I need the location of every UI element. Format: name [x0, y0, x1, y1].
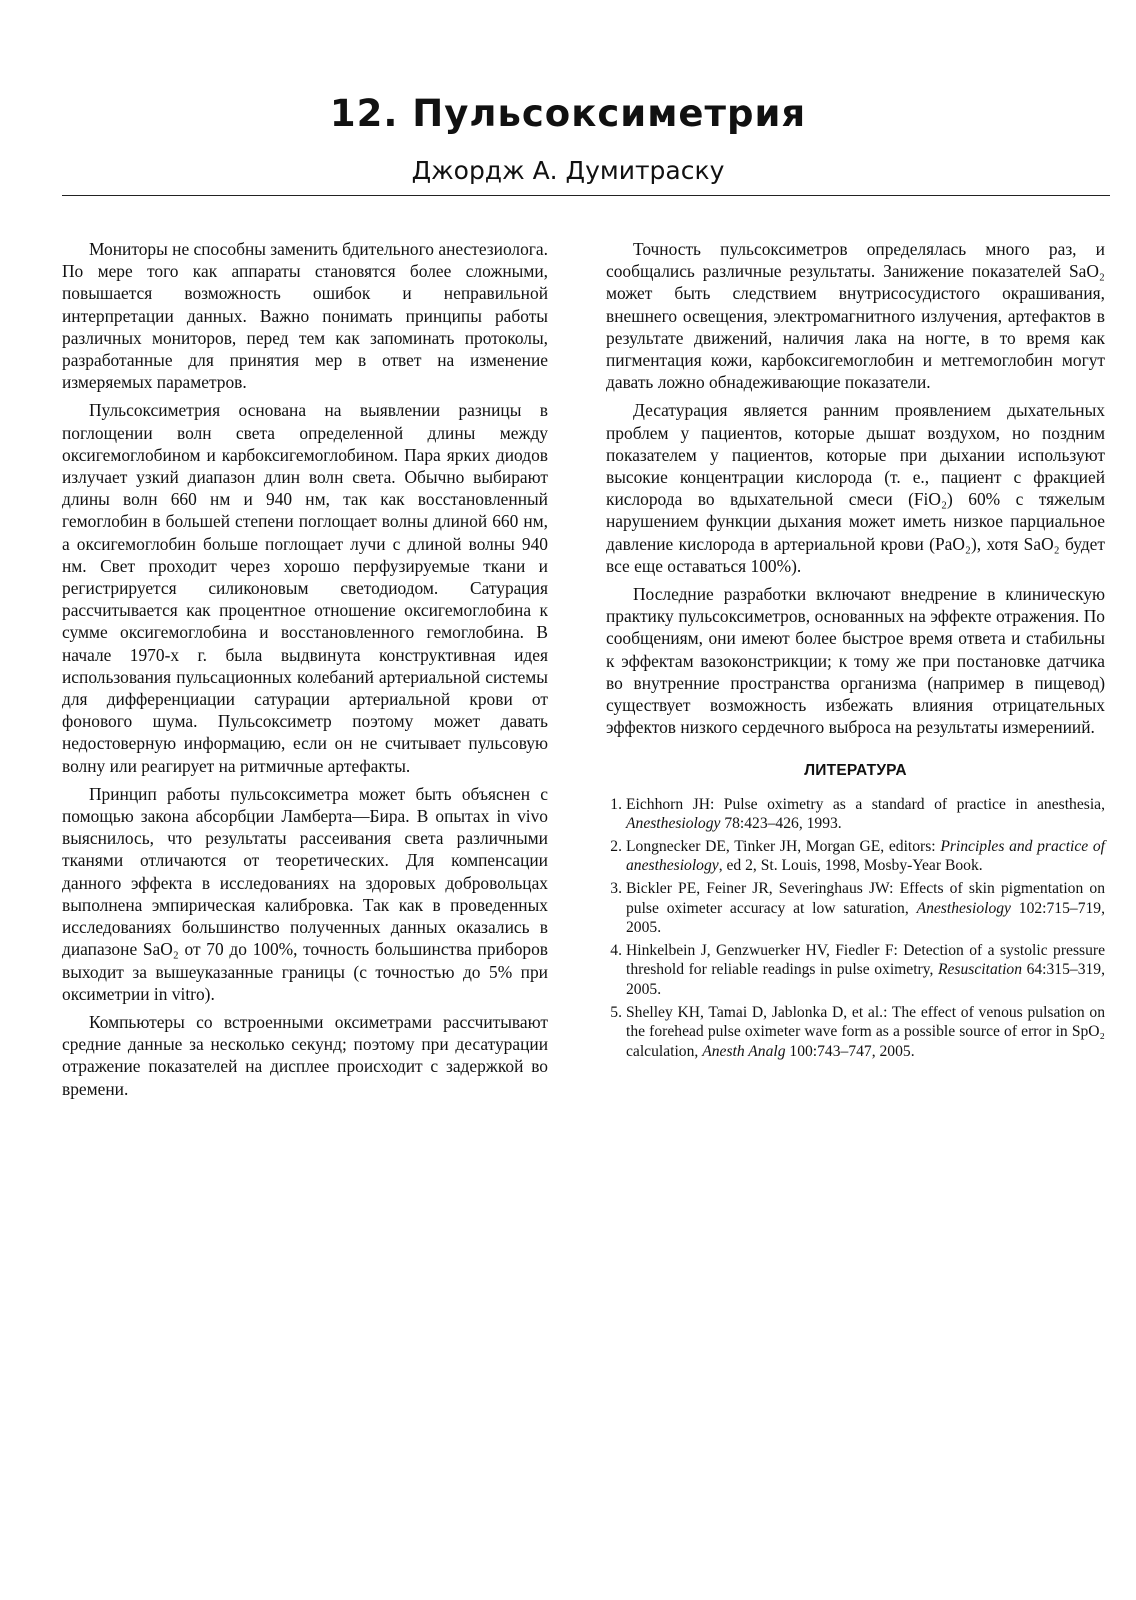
reference-item	[606, 837, 1105, 876]
reference-text-part: Shelley KH, Tamai D, Jablonka D, et al.: The effect of venous pulsation on the forehead pulse oximeter wave form as a possible source of error in SpO₂ calculation,	[626, 1003, 1105, 1060]
reference-text	[626, 941, 1105, 1000]
reference-journal: Principles and practice of anesthesiology	[626, 837, 1106, 875]
reference-journal: Resuscitation	[937, 961, 1023, 979]
reference-text-part: Hinkelbein J, Genzwuerker HV, Fiedler F: Detection of a systolic pressure threshold for reliable readings in pulse oximetry,	[626, 941, 1105, 979]
chapter-title: 12. Пульсоксиметрия	[329, 92, 807, 135]
paragraph: Мониторы не способны заменить бдительного анестезиолога. По мере того как аппараты становятся более сложными, повышается возможность ошибок и неправильной интерпретации данных. Важно понимать принципы работы различных мониторов, перед тем как запоминать протоколы, разработанные для принятия мер в ответ на изменение измеряемых параметров.	[62, 239, 548, 393]
paragraph: Компьютеры со встроенными оксиметрами рассчитывают средние данные за несколько секунд; поэтому при десатурации отражение показателей на дисплее происходит с задержкой во времени.	[62, 1011, 548, 1099]
paragraph: Последние разработки включают внедрение в клиническую практику пульсоксиметров, основанных на эффекте отражения. По сообщениям, они имеют более быстрое время ответа и стабильны к эффектам вазоконстрикции; к тому же при постановке датчика во внутренние пространства организма (например в пищевод) существует возможность избежать влияния отрицательных эффектов низкого сердечного выброса на результаты измерениий.	[606, 584, 1105, 738]
reference-journal: Anesthesiology	[626, 815, 721, 833]
reference-text-part: Longnecker DE, Tinker JH, Morgan GE, editors:	[626, 837, 941, 855]
reference-item	[606, 879, 1105, 938]
chapter-author: Джордж А. Думитраску	[411, 156, 725, 185]
reference-number: 4.	[610, 941, 622, 959]
reference-text	[626, 1003, 1105, 1062]
paragraph: Принцип работы пульсоксиметра может быть объяснен с помощью закона абсорбции Ламберта—Бира. В опытах in vivo выяснилось, что результаты рассеивания света различными тканями отличаются от теоретических. Для компенсации данного эффекта в исследованиях на здоровых добровольцах выполнена эмпирическая калибровка. Так как в проведенных исследованиях большинство полученных данных оказались в диапазоне SaO₂ от 70 до 100%, точность большинства приборов выходит за вышеуказанные границы (с точностью до 5% при оксиметрии in vitro).	[62, 783, 548, 1004]
title-divider	[62, 195, 1110, 196]
references-list	[606, 795, 1105, 1062]
references-heading: ЛИТЕРАТУРА	[804, 762, 907, 780]
reference-number: 1.	[610, 795, 622, 813]
right-column	[606, 238, 1105, 1064]
reference-text-part: Bickler PE, Feiner JR, Severinghaus JW: Effects of skin pigmentation on pulse oximeter accuracy at low saturation,	[626, 880, 1105, 917]
reference-text-part: , ed 2, St. Louis, 1998, Mosby-Year Book.	[718, 857, 983, 875]
reference-text-part: 64:315–319, 2005.	[626, 961, 1105, 999]
reference-text	[626, 795, 1105, 834]
reference-number: 2.	[610, 837, 622, 855]
reference-text-part: 100:743–747, 2005.	[785, 1042, 915, 1060]
reference-text-part: 78:423–426, 1993.	[720, 815, 842, 833]
reference-number: 5.	[610, 1003, 622, 1021]
reference-text	[626, 879, 1105, 938]
left-column	[62, 238, 548, 1106]
reference-text	[626, 837, 1105, 876]
reference-number: 3.	[610, 880, 622, 898]
reference-journal: Anesth Analg	[702, 1042, 786, 1060]
paragraph: Точность пульсоксиметров определялась много раз, и сообщались различные результаты. Занижение показателей SaO₂ может быть следствием внутрисосудистого окрашивания, внешнего освещения, электромагнитного излучения, артефактов в результате движений, наличия лака на ногте, в то время как пигментация кожи, карбоксигемоглобин и метгемоглобин могут давать ложно обнадеживающие показатели.	[606, 239, 1105, 393]
reference-item	[606, 941, 1105, 1000]
reference-text-part: Eichhorn JH: Pulse oximetry as a standard of practice in anesthesia,	[626, 795, 1105, 813]
reference-text-part: 102:715–719, 2005.	[626, 899, 1105, 937]
paragraph: Пульсоксиметрия основана на выявлении разницы в поглощении волн света определенной длины между оксигемоглобином и карбоксигемоглобином. Пара ярких диодов излучает узкий диапазон длин волн света. Обычно выбирают длины волн 660 нм и 940 нм, так как восстановленный гемоглобин в большей степени поглощает волны длиной 660 нм, а оксигемоглобин больше поглощает лучи с длиной волны 940 нм. Свет проходит через хорошо перфузируемые ткани и регистрируется силиконовым светодиодом. Сатурация рассчитывается как процентное отношение оксигемоглобина к сумме оксигемоглобина и восстановленного гемоглобина. В начале 1970-х г. была выдвинута конструктивная идея использования пульсационных колебаний артериальной системы для дифференциации сатурации артериальной крови от фонового шума. Пульсоксиметр поэтому может давать недостоверную информацию, если он не считывает пульсовую волну или реагирует на ритмичные артефакты.	[62, 400, 548, 776]
reference-item	[606, 1003, 1105, 1062]
reference-item	[606, 795, 1105, 834]
paragraph: Десатурация является ранним проявлением дыхательных проблем у пациентов, которые дышат воздухом, но поздним показателем у пациентов, которые при дыхании используют высокие концентрации кислорода (т. е., пациент с фракцией кислорода во вдыхательной смеси (FiO₂) 60% с тяжелым нарушением функции дыхания может иметь низкое парциальное давление кислорода в артериальной крови (PaO₂), хотя SaO₂ будет все еще оставаться 100%).	[606, 400, 1105, 576]
reference-journal: Anesthesiology	[916, 899, 1011, 917]
